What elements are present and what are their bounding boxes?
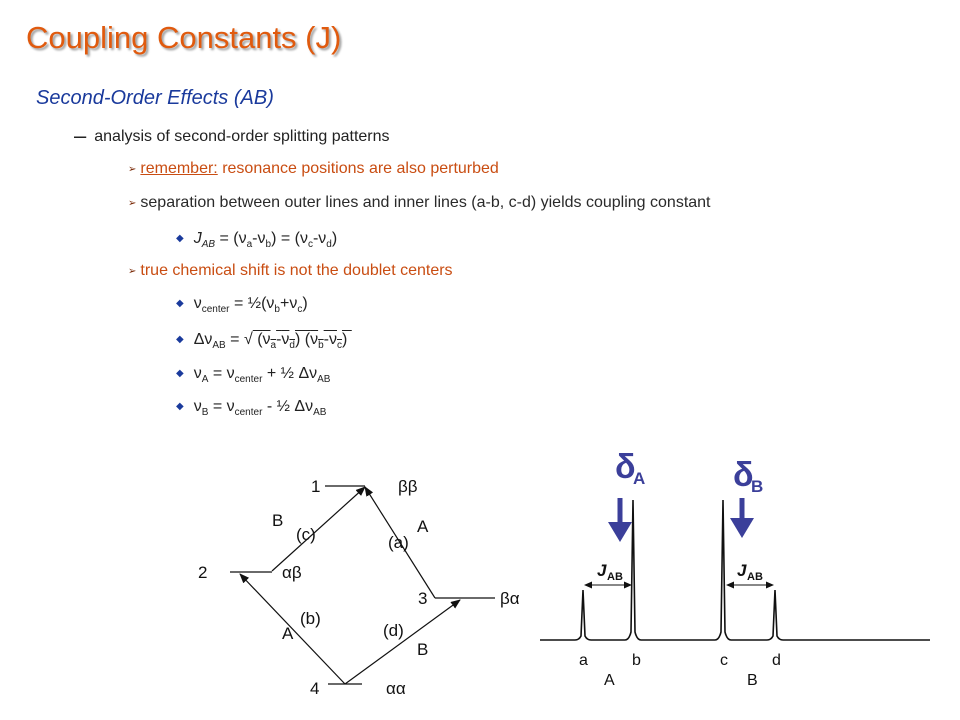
transition-d-label: (d) bbox=[383, 621, 404, 640]
delta-a-subscript: A bbox=[633, 469, 646, 488]
dash-bullet-icon: – bbox=[74, 123, 87, 148]
diamond-bullet-icon: ◆ bbox=[176, 368, 184, 379]
slide-subtitle: Second-Order Effects (AB) bbox=[36, 87, 274, 109]
formula-delta-nu-ab: ◆ $\Delta\nu_{AB}$ = √ $(\nu_a-\nu_d)$ $(\nu_b-\nu_c)$ bbox=[176, 331, 352, 352]
sqrt-icon: √ bbox=[243, 331, 253, 348]
ab-spectrum bbox=[535, 440, 935, 690]
level-4-label: 4 bbox=[310, 679, 320, 697]
nucleus-b-lower-label: B bbox=[417, 640, 429, 659]
level-3-label: 3 bbox=[418, 589, 428, 608]
energy-level-diagram bbox=[190, 462, 535, 697]
peak-b-label: b bbox=[632, 652, 641, 669]
formula-jab: ◆ $J_{AB} = (\nu_a-\nu_b) = (\nu_c-\nu_d)$ bbox=[176, 230, 338, 251]
transition-c-arrow bbox=[272, 487, 365, 571]
diamond-bullet-icon: ◆ bbox=[176, 334, 184, 345]
sub-bullet-chemical-shift: ➢ true chemical shift is not the doublet centers bbox=[128, 262, 453, 279]
spectrum-nucleus-a-label: A bbox=[604, 672, 615, 689]
nucleus-a-upper-label: A bbox=[417, 517, 429, 536]
slide-title: Coupling Constants (J) bbox=[26, 20, 342, 55]
formula-nu-a: ◆ $\nu_A = \nu_{center}$ + ½ $\Delta\nu_{AB}$ bbox=[176, 365, 331, 386]
level-2-label: 2 bbox=[198, 563, 208, 582]
state-ba-label: βα bbox=[500, 589, 520, 608]
arrowhead-bullet-icon: ➢ bbox=[128, 164, 137, 175]
arrowhead-bullet-icon: ➢ bbox=[128, 198, 137, 209]
peak-a-label: a bbox=[579, 652, 588, 669]
spectrum-nucleus-b-label: B bbox=[747, 672, 758, 689]
nucleus-b-upper-label: B bbox=[272, 511, 284, 530]
transition-b-label: (b) bbox=[300, 609, 321, 628]
delta-b-arrow-icon bbox=[730, 518, 754, 538]
formula-nu-center: ◆ $\nu_{center}$ = $\frac{1}{2}(\nu_b+\nu_c)$ bbox=[176, 295, 308, 316]
peak-d-label: d bbox=[772, 652, 781, 669]
transition-c-label: (c) bbox=[296, 525, 316, 544]
bullet-analysis: – analysis of second-order splitting patterns bbox=[74, 123, 390, 148]
state-bb-label: ββ bbox=[398, 477, 418, 496]
level-1-label: 1 bbox=[311, 477, 321, 496]
jab-right-sub: AB bbox=[747, 571, 763, 583]
peak-c-label: c bbox=[720, 652, 728, 669]
diamond-bullet-icon: ◆ bbox=[176, 401, 184, 412]
arrowhead-bullet-icon: ➢ bbox=[128, 266, 137, 277]
jab-right-j: J bbox=[737, 561, 747, 580]
diamond-bullet-icon: ◆ bbox=[176, 298, 184, 309]
nucleus-a-lower-label: A bbox=[282, 624, 294, 643]
transition-a-label: (a) bbox=[388, 533, 409, 552]
jab-left-sub: AB bbox=[607, 571, 623, 583]
diamond-bullet-icon: ◆ bbox=[176, 233, 184, 244]
state-aa-label: αα bbox=[386, 679, 406, 697]
delta-a-arrow-icon bbox=[608, 522, 632, 542]
state-ab-label: αβ bbox=[282, 563, 302, 582]
sub-bullet-separation: ➢ separation between outer lines and inner lines (a-b, c-d) yields coupling constant bbox=[128, 194, 711, 211]
delta-a-symbol: δ bbox=[615, 448, 636, 486]
transition-d-arrow bbox=[345, 600, 460, 684]
sub-bullet-remember: ➢ remember: resonance positions are also perturbed bbox=[128, 160, 499, 177]
delta-b-subscript: B bbox=[751, 477, 764, 496]
jab-left-j: J bbox=[597, 561, 607, 580]
delta-b-symbol: δ bbox=[733, 456, 754, 494]
formula-nu-b: ◆ $\nu_B = \nu_{center}$ - ½ $\Delta\nu_{AB}$ bbox=[176, 398, 327, 419]
